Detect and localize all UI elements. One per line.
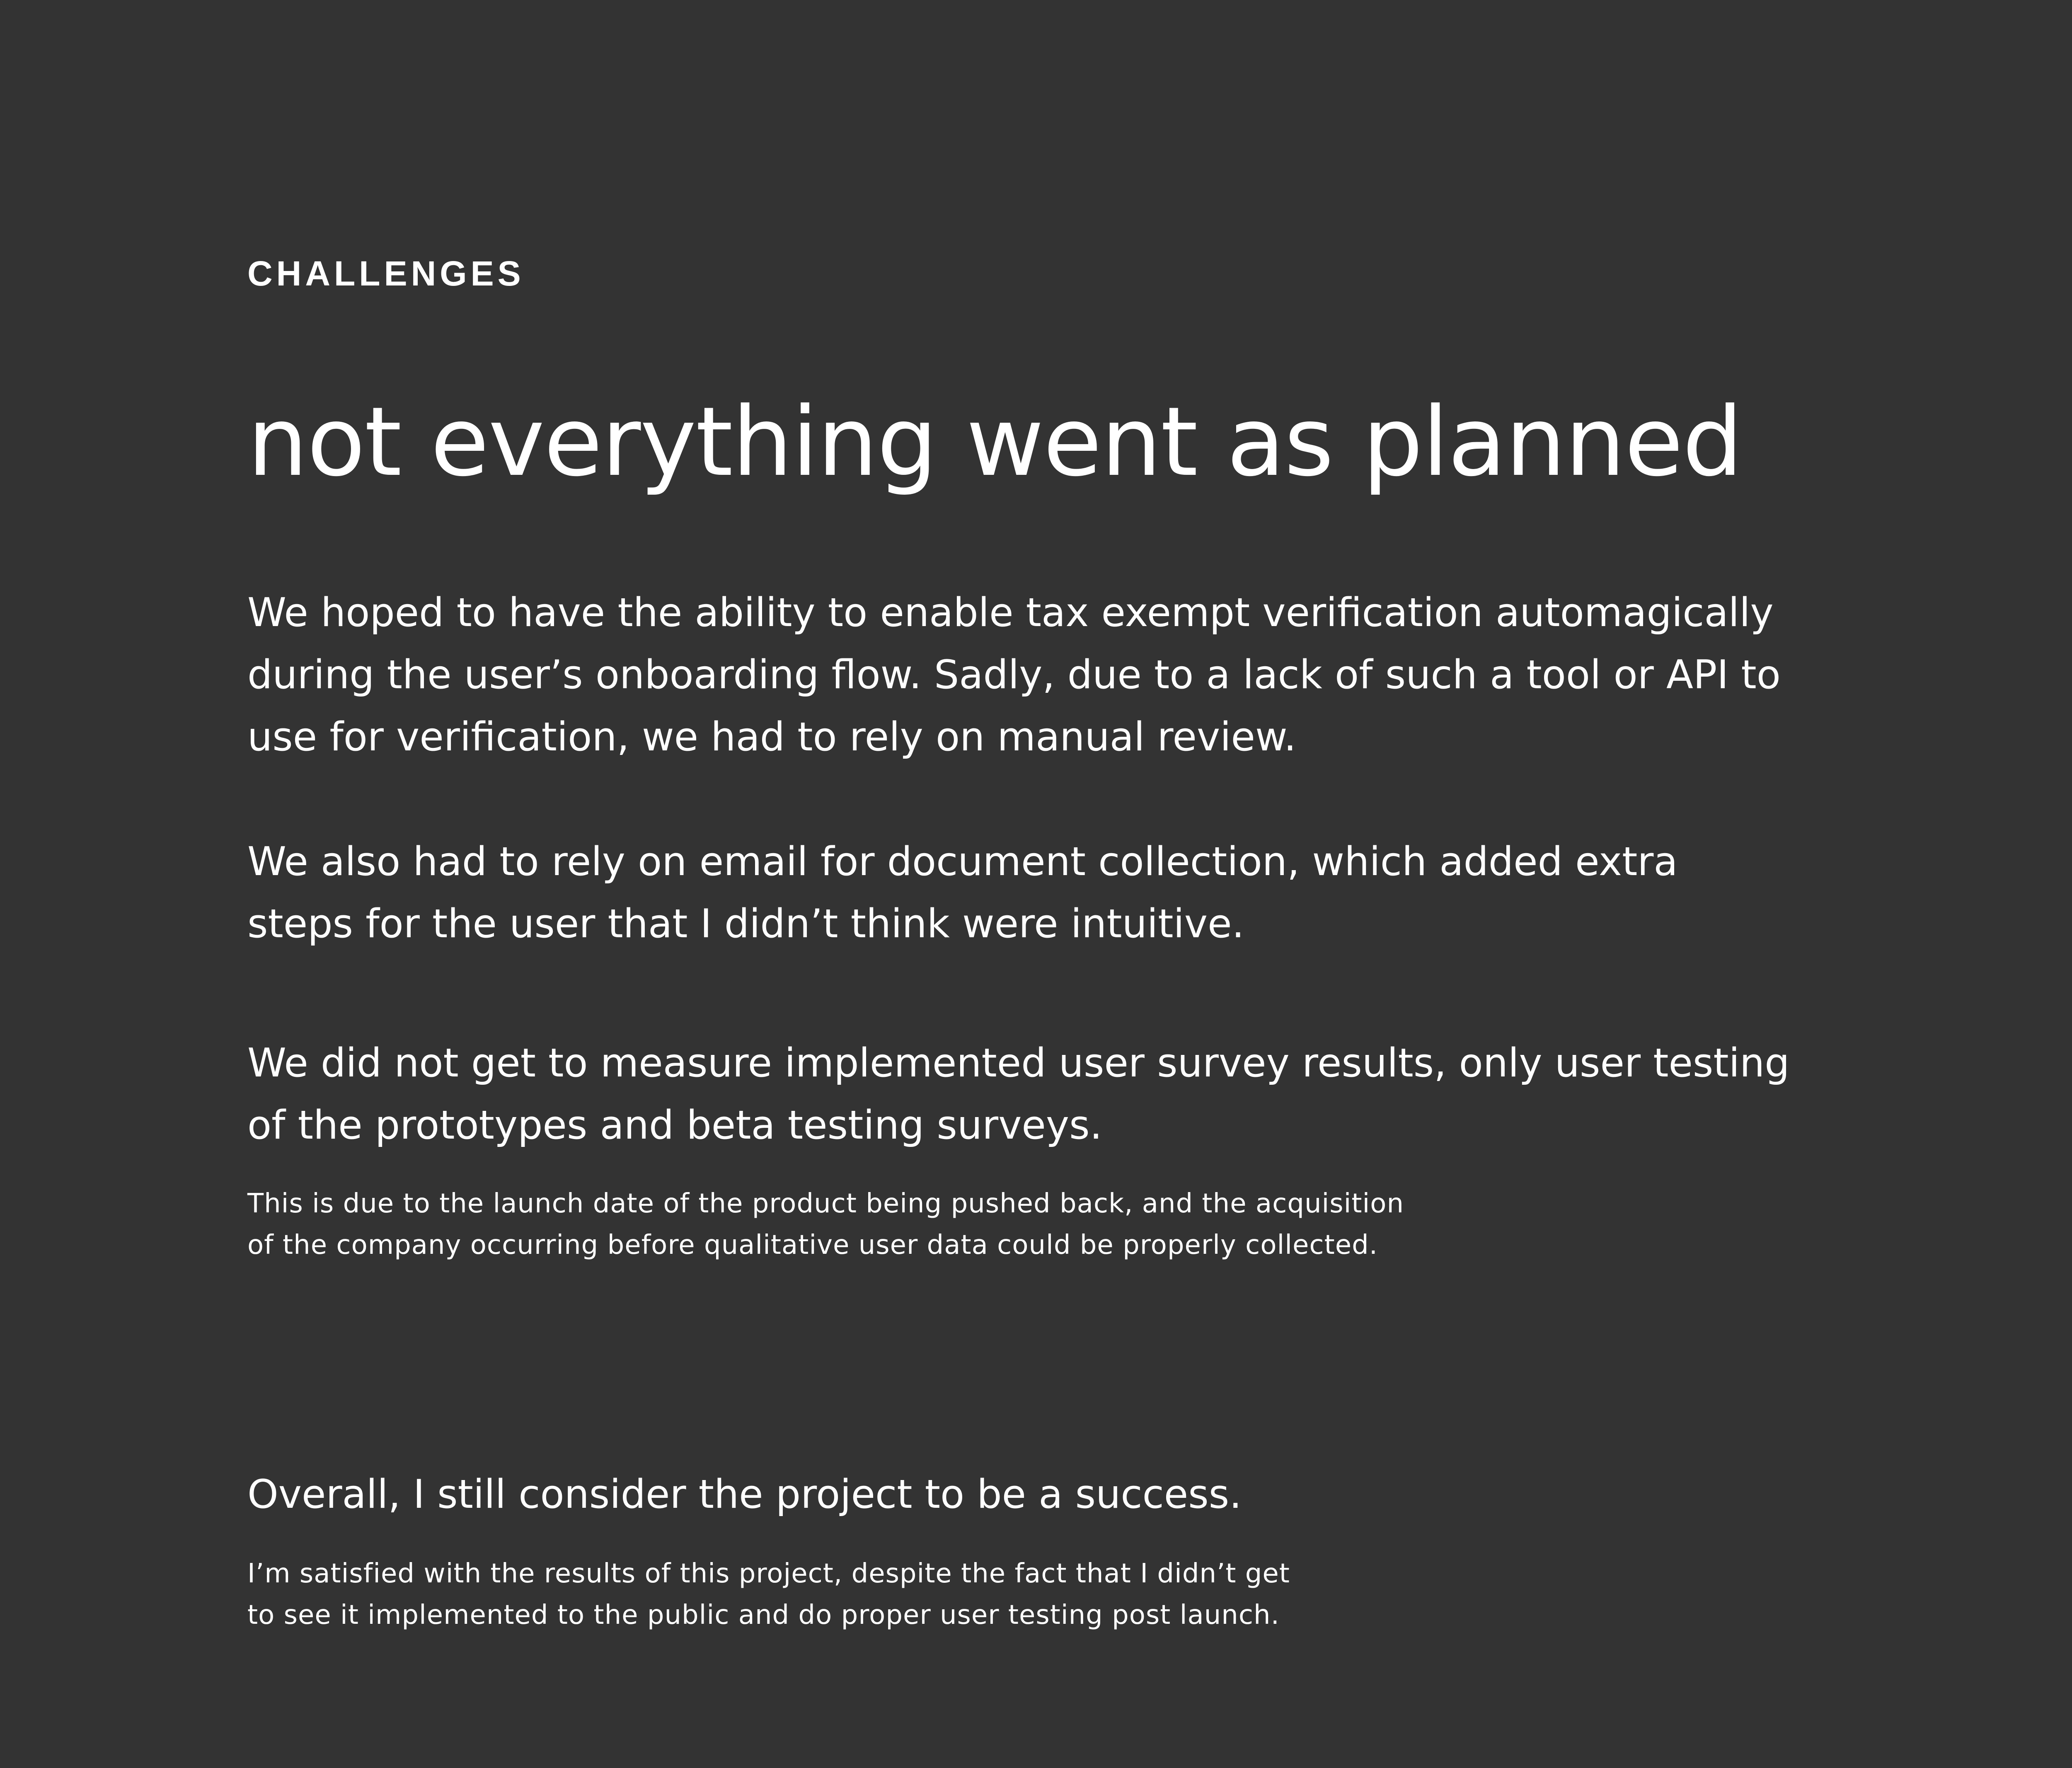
survey-results-note	[247, 1183, 1739, 1266]
note-line: of the company occurring before qualitative user data could be properly collected.	[247, 1230, 1378, 1260]
section-headline: not everything went as planned	[247, 387, 1742, 498]
paragraph-line: We hoped to have the ability to enable tax exempt verification automagically	[247, 590, 1774, 636]
conclusion-statement	[247, 1463, 2072, 1526]
section-eyebrow: CHALLENGES	[247, 254, 525, 293]
conclusion-line: Overall, I still consider the project to be a success.	[247, 1472, 1242, 1517]
paragraph-survey-results	[247, 1032, 2072, 1156]
paragraph-tax-exempt-verification	[247, 582, 2072, 768]
conclusion-note	[247, 1553, 1739, 1636]
note-line: to see it implemented to the public and do proper user testing post launch.	[247, 1600, 1280, 1630]
paragraph-line: steps for the user that I didn’t think were intuitive.	[247, 901, 1244, 947]
note-line: I’m satisfied with the results of this project, despite the fact that I didn’t get	[247, 1558, 1290, 1589]
note-line: This is due to the launch date of the product being pushed back, and the acquisition	[247, 1188, 1404, 1219]
paragraph-line: during the user’s onboarding flow. Sadly, due to a lack of such a tool or API to	[247, 652, 1781, 698]
paragraph-email-collection	[247, 831, 2072, 955]
paragraph-line: We did not get to measure implemented user survey results, only user testing	[247, 1040, 1790, 1086]
paragraph-line: use for verification, we had to rely on manual review.	[247, 714, 1297, 760]
paragraph-line: We also had to rely on email for document collection, which added extra	[247, 839, 1678, 885]
paragraph-line: of the prototypes and beta testing surveys.	[247, 1103, 1102, 1148]
